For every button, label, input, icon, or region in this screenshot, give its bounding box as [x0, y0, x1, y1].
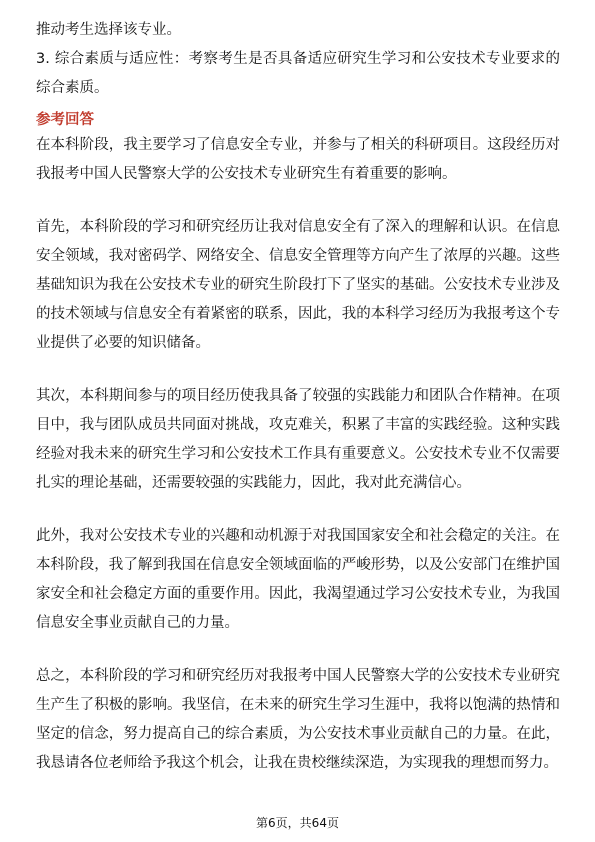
criterion-3: 3. 综合素质与适应性：考察考生是否具备适应研究生学习和公安技术专业要求的综合素质。: [36, 51, 560, 96]
answer-paragraph-5: 总之，本科阶段的学习和研究经历对我报考中国人民警察大学的公安技术专业研究生产生了积极的影响。我坚信，在未来的研究生学习生涯中，我将以饱满的热情和坚定的信念，努力提高自己的综合素质，为公安技术事业贡献自己的力量。在此，我恳请各位老师给予我这个机会，让我在贵校继续深造，为实现我的理想而努力。: [36, 668, 560, 771]
answer-paragraph-3: 其次，本科期间参与的项目经历使我具备了较强的实践能力和团队合作精神。在项目中，我与团队成员共同面对挑战，攻克难关，积累了丰富的实践经验。这种实践经验对我未来的研究生学习和公安技术工作具有重要意义。公安技术专业不仅需要扎实的理论基础，还需要较强的实践能力，因此，我对此充满信心。: [36, 388, 560, 491]
answer-paragraph-1: 在本科阶段，我主要学习了信息安全专业，并参与了相关的科研项目。这段经历对我报考中国人民警察大学的公安技术专业研究生有着重要的影响。: [36, 137, 560, 182]
document-body: [36, 16, 560, 778]
intro-tail: 推动考生选择该专业。: [36, 22, 181, 38]
answer-paragraph-2: 首先，本科阶段的学习和研究经历让我对信息安全有了深入的理解和认识。在信息安全领域，我对密码学、网络安全、信息安全管理等方向产生了浓厚的兴趣。这些基础知识为我在公安技术专业的研究生阶段打下了坚实的基础。公安技术专业涉及的技术领域与信息安全有着紧密的联系，因此，我的本科学习经历为我报考这个专业提供了必要的知识储备。: [36, 219, 560, 351]
answer-paragraph-4: 此外，我对公安技术专业的兴趣和动机源于对我国国家安全和社会稳定的关注。在本科阶段，我了解到我国在信息安全领域面临的严峻形势，以及公安部门在维护国家安全和社会稳定方面的重要作用。因此，我渴望通过学习公安技术专业，为我国信息安全事业贡献自己的力量。: [36, 528, 560, 631]
page-footer: 第6页，共64页: [256, 816, 339, 830]
answer-label: 参考回答: [36, 112, 94, 128]
